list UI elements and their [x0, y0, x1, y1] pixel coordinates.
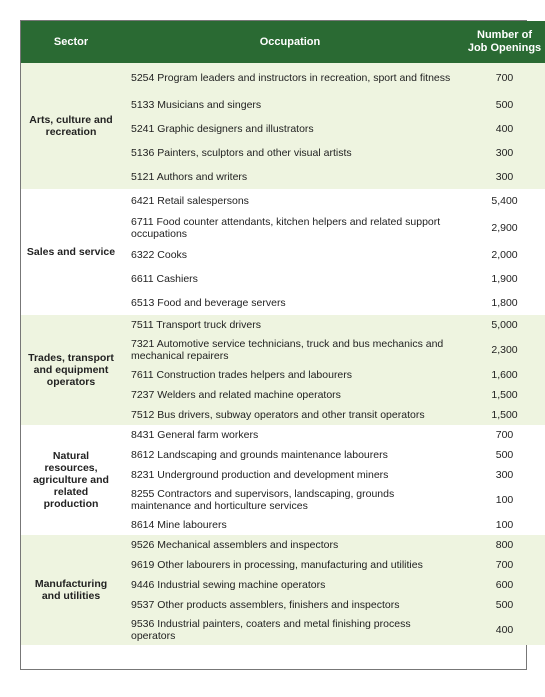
occupation-cell: 9536 Industrial painters, coaters and metal finishing process operators	[131, 618, 411, 642]
occupation-cell: 8431 General farm workers	[131, 429, 259, 441]
occupation-cell: 7611 Construction trades helpers and labourers	[131, 369, 353, 381]
sector-group-trades	[21, 315, 545, 425]
openings-cell: 1,800	[491, 297, 518, 309]
openings-cell: 300	[495, 469, 514, 481]
table-row	[21, 189, 545, 213]
occupation-cell: 7512 Bus drivers, subway operators and other transit operators	[131, 409, 425, 421]
openings-cell: 2,000	[491, 249, 518, 261]
occupation-cell: 8612 Landscaping and grounds maintenance labourers	[131, 449, 388, 461]
openings-cell: 400	[495, 123, 514, 135]
occupation-cell: 7321 Automotive service technicians, truck and bus mechanics and mechanical repairers	[131, 338, 444, 362]
openings-cell: 300	[495, 147, 514, 159]
table-row	[21, 315, 545, 335]
occupation-cell: 6421 Retail salespersons	[131, 195, 249, 207]
sector-label: Sales and service	[26, 246, 116, 258]
sector-group-sales	[21, 189, 545, 315]
openings-cell: 1,900	[491, 273, 518, 285]
occupation-cell: 5136 Painters, sculptors and other visual artists	[131, 147, 352, 159]
openings-cell: 800	[495, 539, 514, 551]
occupation-cell: 9619 Other labourers in processing, manufacturing and utilities	[131, 559, 423, 571]
openings-cell: 100	[495, 519, 514, 531]
openings-cell: 700	[495, 72, 514, 84]
job-openings-table	[21, 21, 545, 645]
table-row	[21, 425, 545, 445]
openings-cell: 500	[495, 599, 514, 611]
openings-cell: 1,600	[491, 369, 518, 381]
occupation-cell: 8614 Mine labourers	[131, 519, 227, 531]
sector-group-arts	[21, 63, 545, 189]
occupation-cell: 7511 Transport truck drivers	[131, 319, 261, 331]
header-sector: Sector	[53, 35, 89, 48]
openings-cell: 500	[495, 99, 514, 111]
occupation-cell: 7237 Welders and related machine operators	[131, 389, 341, 401]
openings-cell: 700	[495, 429, 514, 441]
occupation-cell: 6711 Food counter attendants, kitchen helpers and related support occupations	[131, 216, 441, 240]
occupation-cell: 9537 Other products assemblers, finishers and inspectors	[131, 599, 400, 611]
table-row	[21, 535, 545, 555]
openings-cell: 300	[495, 171, 514, 183]
openings-cell: 700	[495, 559, 514, 571]
header-openings	[459, 21, 545, 63]
header-openings-line1: Number of	[477, 29, 532, 41]
openings-cell: 500	[495, 449, 514, 461]
occupation-cell: 9446 Industrial sewing machine operators	[131, 579, 326, 591]
openings-cell: 2,900	[491, 222, 518, 234]
openings-cell: 1,500	[491, 389, 518, 401]
header-occupation: Occupation	[259, 35, 321, 48]
openings-cell: 5,400	[491, 195, 518, 207]
occupation-cell: 6611 Cashiers	[131, 273, 198, 285]
table-header	[21, 21, 545, 63]
openings-cell: 100	[495, 494, 514, 506]
occupation-cell: 5133 Musicians and singers	[131, 99, 262, 111]
openings-cell: 5,000	[491, 319, 518, 331]
openings-cell: 400	[495, 624, 514, 636]
occupation-cell: 5121 Authors and writers	[131, 171, 248, 183]
sector-label: Manufacturing and utilities	[34, 578, 108, 602]
occupation-cell: 8255 Contractors and supervisors, landscaping, grounds maintenance and horticulture services	[131, 488, 395, 512]
openings-cell: 1,500	[491, 409, 518, 421]
occupation-cell: 8231 Underground production and development miners	[131, 469, 389, 481]
table-row	[21, 63, 545, 93]
sector-label: Trades, transport and equipment operators	[28, 352, 114, 388]
sector-group-manufacturing	[21, 535, 545, 645]
occupation-cell: 9526 Mechanical assemblers and inspectors	[131, 539, 339, 551]
openings-cell: 600	[495, 579, 514, 591]
occupation-cell: 5254 Program leaders and instructors in recreation, sport and fitness	[131, 72, 451, 84]
sector-group-natural-resources	[21, 425, 545, 535]
header-openings-line2: Job Openings	[467, 42, 542, 54]
occupation-cell: 5241 Graphic designers and illustrators	[131, 123, 314, 135]
header-row	[21, 21, 545, 63]
occupation-cell: 6322 Cooks	[131, 249, 188, 261]
occupation-cell: 6513 Food and beverage servers	[131, 297, 286, 309]
sector-label: Natural resources, agriculture and related production	[33, 450, 109, 510]
openings-cell: 2,300	[491, 344, 518, 356]
sector-label: Arts, culture and recreation	[29, 114, 113, 138]
job-openings-table-frame	[20, 20, 542, 670]
